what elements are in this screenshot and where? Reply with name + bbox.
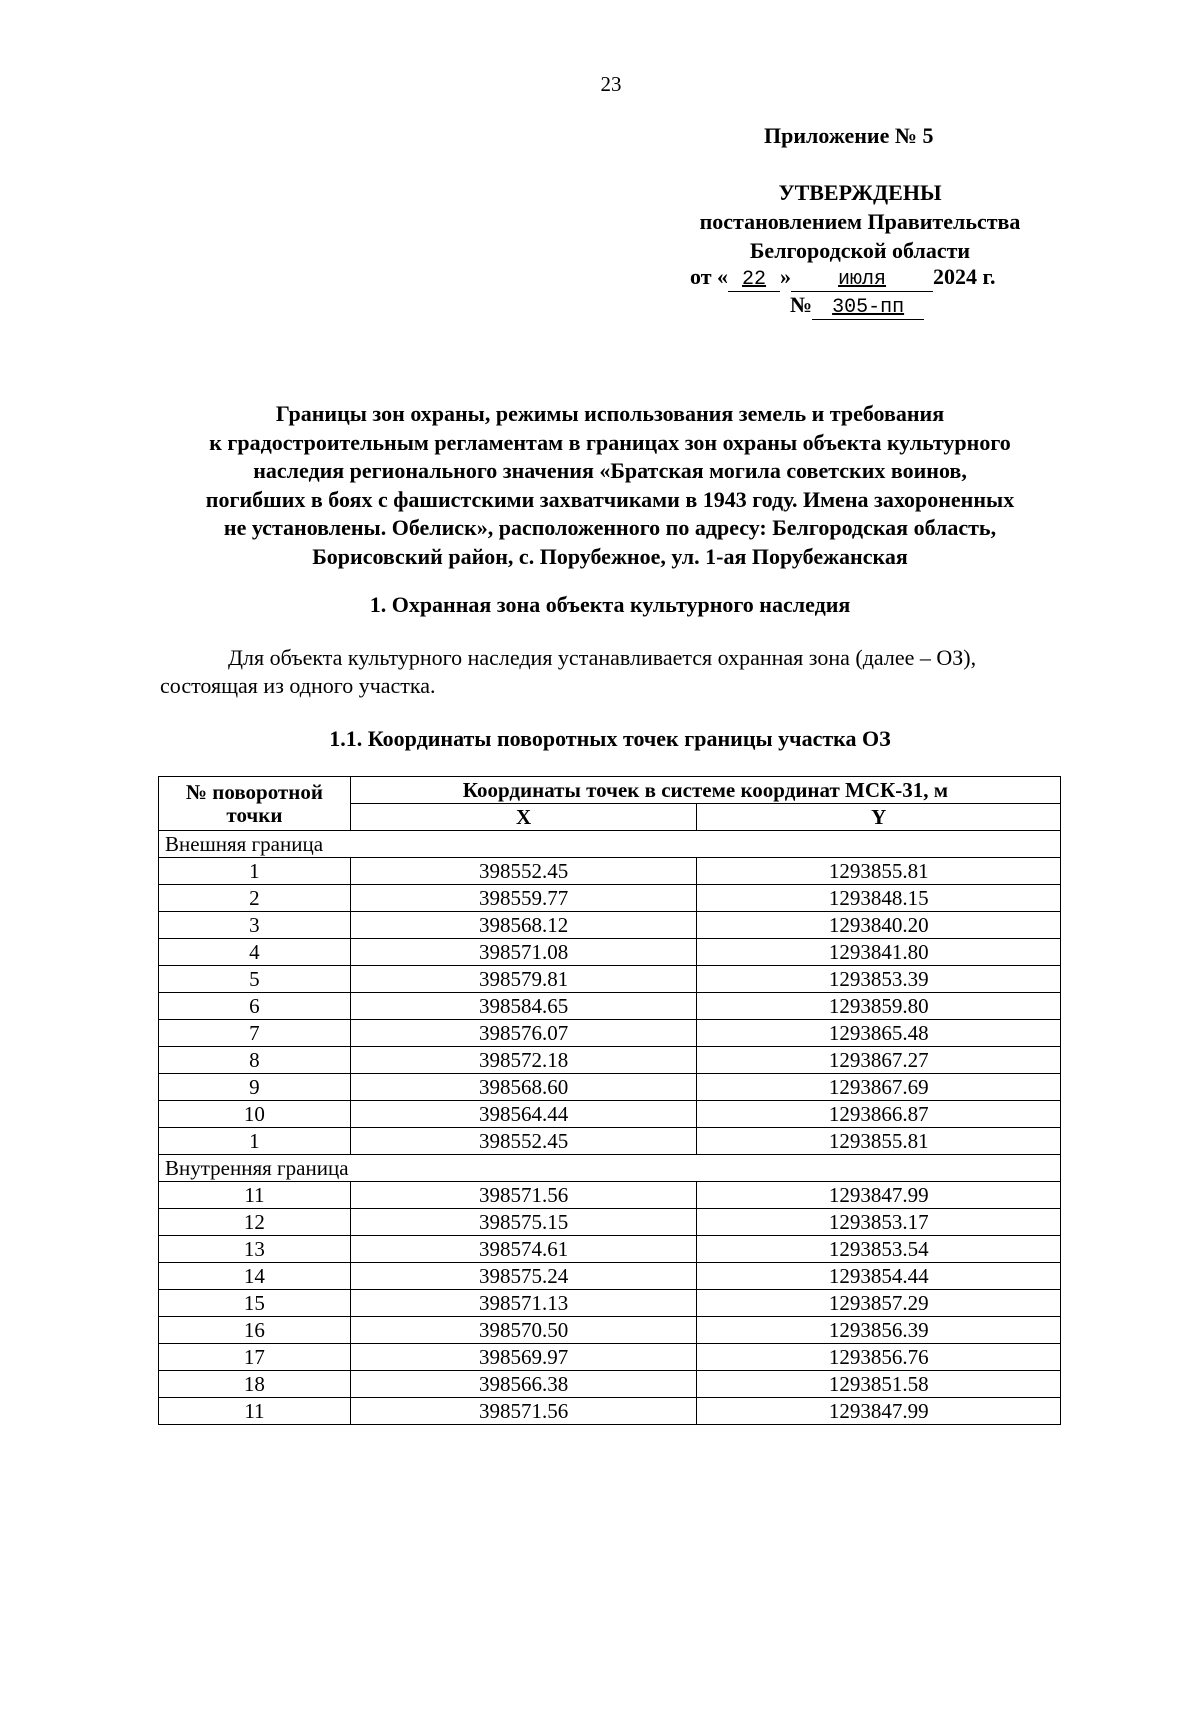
table-row — [159, 939, 1061, 966]
y-coordinate: 1293857.29 — [697, 1290, 1061, 1317]
x-coordinate: 398575.15 — [350, 1209, 697, 1236]
point-number: 16 — [159, 1317, 351, 1344]
approval-block — [660, 178, 1060, 265]
x-coordinate: 398576.07 — [350, 1020, 697, 1047]
x-coordinate: 398568.12 — [350, 912, 697, 939]
x-coordinate: 398584.65 — [350, 993, 697, 1020]
point-number: 3 — [159, 912, 351, 939]
table-row — [159, 1317, 1061, 1344]
point-number: 13 — [159, 1236, 351, 1263]
y-coordinate: 1293853.39 — [697, 966, 1061, 993]
y-coordinate: 1293853.54 — [697, 1236, 1061, 1263]
y-coordinate: 1293855.81 — [697, 858, 1061, 885]
y-coordinate: 1293851.58 — [697, 1371, 1061, 1398]
point-number: 18 — [159, 1371, 351, 1398]
x-coordinate: 398559.77 — [350, 885, 697, 912]
page-number — [0, 72, 1200, 97]
y-coordinate: 1293853.17 — [697, 1209, 1061, 1236]
table-row — [159, 993, 1061, 1020]
date-year: 2024 г. — [933, 264, 996, 289]
section-label: Внутренняя граница — [159, 1155, 1061, 1182]
point-number: 1 — [159, 1128, 351, 1155]
y-coordinate: 1293847.99 — [697, 1398, 1061, 1425]
x-coordinate: 398574.61 — [350, 1236, 697, 1263]
point-number: 6 — [159, 993, 351, 1020]
approval-number — [790, 292, 924, 320]
point-number: 4 — [159, 939, 351, 966]
y-coordinate: 1293856.76 — [697, 1344, 1061, 1371]
approved-by-line1: постановлением Правительства — [699, 209, 1021, 234]
table-row — [159, 858, 1061, 885]
point-number: 11 — [159, 1398, 351, 1425]
point-number: 10 — [159, 1101, 351, 1128]
point-number: 14 — [159, 1263, 351, 1290]
section-row — [159, 831, 1061, 858]
x-coordinate: 398564.44 — [350, 1101, 697, 1128]
x-coordinate: 398569.97 — [350, 1344, 697, 1371]
date-prefix: от « — [690, 264, 729, 289]
table-row — [159, 912, 1061, 939]
x-coordinate: 398570.50 — [350, 1317, 697, 1344]
date-month: июля — [791, 269, 933, 292]
title-line: не установлены. Обелиск», расположенного по адресу: Белгородская область, — [223, 515, 997, 540]
appendix-label: Приложение № 5 — [764, 123, 934, 148]
section-label: Внешняя граница — [159, 831, 1061, 858]
header-x: X — [350, 804, 697, 831]
y-coordinate: 1293859.80 — [697, 993, 1061, 1020]
point-number: 5 — [159, 966, 351, 993]
x-coordinate: 398571.13 — [350, 1290, 697, 1317]
table-row — [159, 1344, 1061, 1371]
point-number: 2 — [159, 885, 351, 912]
approved-label: УТВЕРЖДЕНЫ — [778, 180, 942, 205]
title-line: Борисовский район, с. Порубежное, ул. 1-ая Порубежанская — [312, 543, 908, 569]
point-number: 15 — [159, 1290, 351, 1317]
table-heading: 1.1. Координаты поворотных точек границы участка ОЗ — [329, 726, 891, 751]
table-row — [159, 1182, 1061, 1209]
header-coordinates: Координаты точек в системе координат МСК-31, м — [350, 777, 1060, 804]
y-coordinate: 1293855.81 — [697, 1128, 1061, 1155]
y-coordinate: 1293848.15 — [697, 885, 1061, 912]
page-number-text: 23 — [600, 72, 622, 96]
x-coordinate: 398571.08 — [350, 939, 697, 966]
table-row — [159, 966, 1061, 993]
header-point-number: № поворотной точки — [159, 777, 351, 831]
title-line: к градостроительным регламентам в границах зон охраны объекта культурного — [209, 429, 1011, 455]
y-coordinate: 1293867.27 — [697, 1047, 1061, 1074]
x-coordinate: 398575.24 — [350, 1263, 697, 1290]
point-number: 11 — [159, 1182, 351, 1209]
x-coordinate: 398552.45 — [350, 858, 697, 885]
header-y: Y — [697, 804, 1061, 831]
y-coordinate: 1293841.80 — [697, 939, 1061, 966]
section-heading: 1. Охранная зона объекта культурного наследия — [369, 592, 851, 617]
table-row — [159, 1020, 1061, 1047]
coordinates-table — [158, 776, 1061, 1425]
x-coordinate: 398552.45 — [350, 1128, 697, 1155]
point-number: 12 — [159, 1209, 351, 1236]
number-value: 305-пп — [812, 297, 924, 320]
table-row — [159, 1398, 1061, 1425]
x-coordinate: 398566.38 — [350, 1371, 697, 1398]
x-coordinate: 398579.81 — [350, 966, 697, 993]
table-row — [159, 1263, 1061, 1290]
table-row — [159, 1101, 1061, 1128]
y-coordinate: 1293854.44 — [697, 1263, 1061, 1290]
table-row — [159, 1128, 1061, 1155]
x-coordinate: 398572.18 — [350, 1047, 697, 1074]
point-number: 17 — [159, 1344, 351, 1371]
title-line: Границы зон охраны, режимы использования земель и требования — [275, 401, 945, 426]
y-coordinate: 1293847.99 — [697, 1182, 1061, 1209]
table-body — [159, 831, 1061, 1425]
approved-by-line2: Белгородской области — [749, 238, 971, 263]
table-row — [159, 1371, 1061, 1398]
point-number: 1 — [159, 858, 351, 885]
document-title — [100, 400, 1120, 571]
x-coordinate: 398571.56 — [350, 1398, 697, 1425]
title-line: наследия регионального значения «Братская могила советских воинов, — [253, 458, 967, 483]
table-row — [159, 1209, 1061, 1236]
y-coordinate: 1293856.39 — [697, 1317, 1061, 1344]
table-row — [159, 1290, 1061, 1317]
section-row — [159, 1155, 1061, 1182]
y-coordinate: 1293865.48 — [697, 1020, 1061, 1047]
point-number: 8 — [159, 1047, 351, 1074]
point-number: 7 — [159, 1020, 351, 1047]
table-row — [159, 1074, 1061, 1101]
x-coordinate: 398571.56 — [350, 1182, 697, 1209]
paragraph-line2: состоящая из одного участка. — [160, 673, 436, 698]
date-day: 22 — [728, 269, 780, 292]
paragraph-line1: Для объекта культурного наследия устанавливается охранная зона (далее – ОЗ), — [228, 645, 977, 670]
table-row — [159, 1047, 1061, 1074]
approval-date — [690, 264, 996, 292]
date-quote: » — [780, 264, 792, 289]
y-coordinate: 1293840.20 — [697, 912, 1061, 939]
title-line: погибших в боях с фашистскими захватчиками в 1943 году. Имена захороненных — [205, 486, 1015, 512]
x-coordinate: 398568.60 — [350, 1074, 697, 1101]
y-coordinate: 1293866.87 — [697, 1101, 1061, 1128]
table-row — [159, 885, 1061, 912]
y-coordinate: 1293867.69 — [697, 1074, 1061, 1101]
table-row — [159, 1236, 1061, 1263]
point-number: 9 — [159, 1074, 351, 1101]
number-prefix: № — [790, 292, 813, 317]
